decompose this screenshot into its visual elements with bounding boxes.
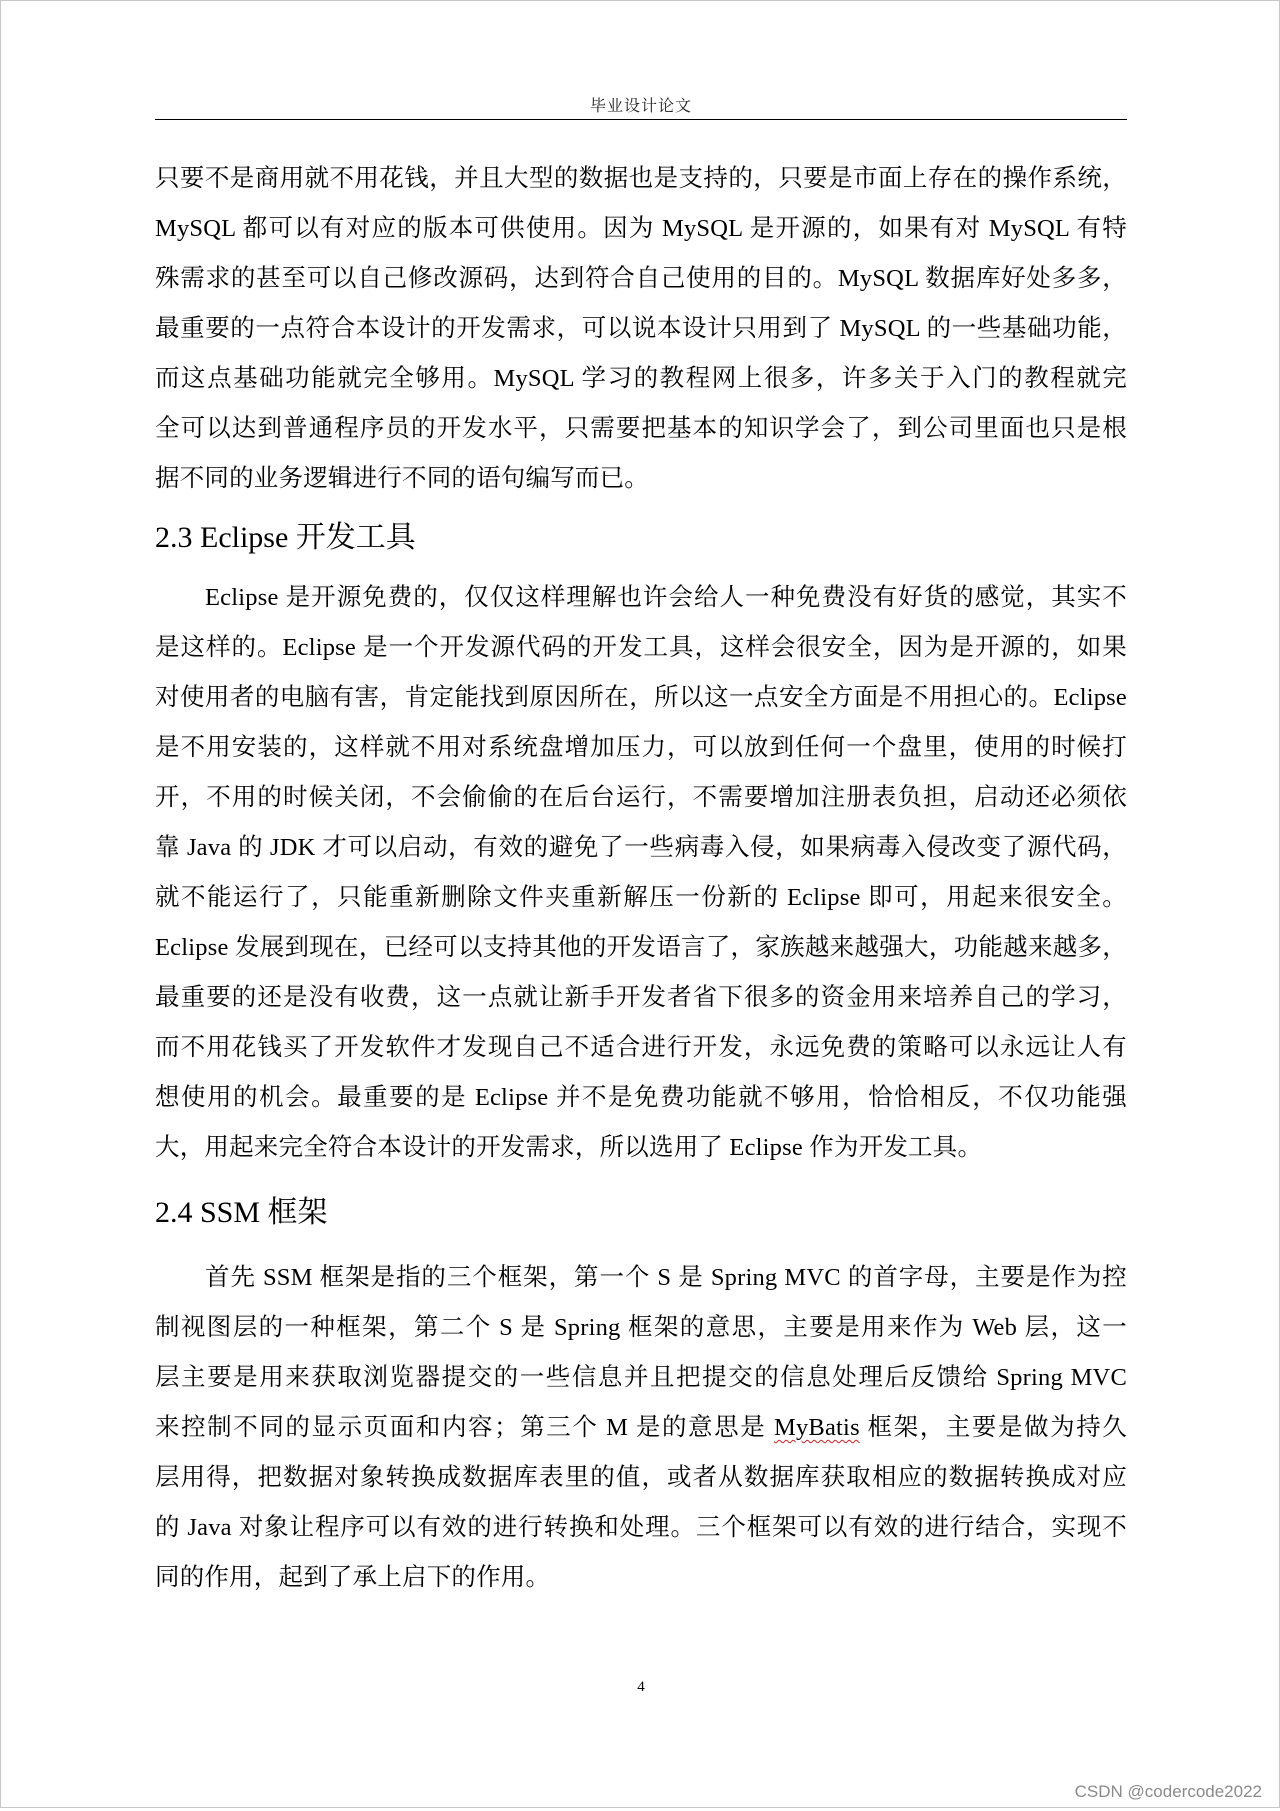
section-heading-eclipse: 2.3 Eclipse 开发工具 — [155, 521, 416, 554]
paragraph-line: 大，用起来完全符合本设计的开发需求，所以选用了 Eclipse 作为开发工具。 — [155, 1134, 983, 1161]
spellcheck-flagged-word[interactable]: MyBatis — [774, 1414, 860, 1441]
paragraph-line: 只要不是商用就不用花钱，并且大型的数据也是支持的，只要是市面上存在的操作系统， — [155, 165, 1127, 192]
line-text: 来控制不同的显示页面和内容；第三个 M 是的意思是 — [155, 1414, 774, 1441]
csdn-watermark: CSDN @codercode2022 — [1074, 1782, 1262, 1801]
paragraph-line: 的 Java 对象让程序可以有效的进行转换和处理。三个框架可以有效的进行结合，实现不 — [155, 1514, 1127, 1541]
paragraph-line: Eclipse 发展到现在，已经可以支持其他的开发语言了，家族越来越强大，功能越来越多， — [155, 934, 1127, 961]
paragraph-line: 制视图层的一种框架，第二个 S 是 Spring 框架的意思，主要是用来作为 Web 层，这一 — [155, 1314, 1127, 1341]
paragraph-line: 首先 SSM 框架是指的三个框架，第一个 S 是 Spring MVC 的首字母，主要是作为控 — [205, 1264, 1127, 1291]
running-header-title: 毕业设计论文 — [589, 96, 692, 115]
paragraph-line: 层用得，把数据对象转换成数据库表里的值，或者从数据库获取相应的数据转换成对应 — [155, 1464, 1127, 1491]
paragraph-line: 而不用花钱买了开发软件才发现自己不适合进行开发，永远免费的策略可以永远让人有 — [155, 1034, 1127, 1061]
paragraph-line: MySQL 都可以有对应的版本可供使用。因为 MySQL 是开源的，如果有对 MySQL 有特 — [155, 215, 1127, 242]
line-text: 框架，主要是做为持久 — [859, 1414, 1127, 1441]
paragraph-line: Eclipse 是开源免费的，仅仅这样理解也许会给人一种免费没有好货的感觉，其实不 — [205, 584, 1127, 611]
paragraph-line: 就不能运行了，只能重新删除文件夹重新解压一份新的 Eclipse 即可，用起来很安全。 — [155, 884, 1127, 911]
paragraph-line: 殊需求的甚至可以自己修改源码，达到符合自己使用的目的。MySQL 数据库好处多多， — [155, 265, 1127, 292]
paragraph-line: 开，不用的时候关闭，不会偷偷的在后台运行，不需要增加注册表负担，启动还必须依 — [155, 784, 1127, 811]
paragraph-line: 全可以达到普通程序员的开发水平，只需要把基本的知识学会了，到公司里面也只是根 — [155, 415, 1127, 442]
paragraph-line: 是不用安装的，这样就不用对系统盘增加压力，可以放到任何一个盘里，使用的时候打 — [155, 734, 1127, 761]
paragraph-line: 而这点基础功能就完全够用。MySQL 学习的教程网上很多，许多关于入门的教程就完 — [155, 365, 1127, 392]
page-number: 4 — [637, 1679, 645, 1695]
paragraph-line: 层主要是用来获取浏览器提交的一些信息并且把提交的信息处理后反馈给 Spring MVC — [155, 1364, 1127, 1391]
paragraph-line: 是这样的。Eclipse 是一个开发源代码的开发工具，这样会很安全，因为是开源的，如果 — [155, 634, 1127, 661]
section-heading-ssm: 2.4 SSM 框架 — [155, 1196, 328, 1229]
paragraph-line: 想使用的机会。最重要的是 Eclipse 并不是免费功能就不够用，恰恰相反，不仅功能强 — [155, 1084, 1127, 1111]
paragraph-line — [155, 1403, 1127, 1453]
paragraph-line: 同的作用，起到了承上启下的作用。 — [155, 1564, 551, 1591]
paragraph-line: 最重要的还是没有收费，这一点就让新手开发者省下很多的资金用来培养自己的学习， — [155, 984, 1127, 1011]
paragraph-line: 靠 Java 的 JDK 才可以启动，有效的避免了一些病毒入侵，如果病毒入侵改变了源代码， — [155, 834, 1127, 861]
header-divider — [155, 119, 1127, 120]
paragraph-line: 对使用者的电脑有害，肯定能找到原因所在，所以这一点安全方面是不用担心的。Eclipse — [155, 684, 1127, 711]
paragraph-line: 据不同的业务逻辑进行不同的语句编写而已。 — [155, 465, 649, 492]
paragraph-line: 最重要的一点符合本设计的开发需求，可以说本设计只用到了 MySQL 的一些基础功能， — [155, 315, 1127, 342]
